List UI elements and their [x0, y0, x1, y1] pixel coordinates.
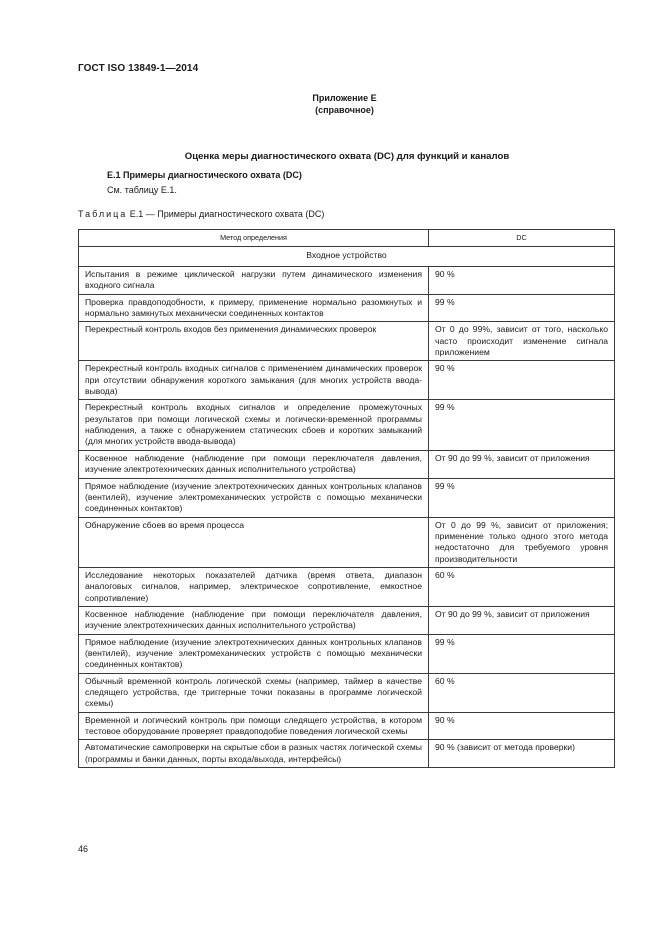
table-row: [79, 567, 615, 606]
dc-cell: 90 % (зависит от метода проверки): [429, 740, 615, 768]
table-caption-label: Таблица: [78, 209, 128, 219]
dc-cell: 99 %: [429, 634, 615, 673]
method-cell: Перекрестный контроль входных сигналов и определение промежуточных результатов при помощи логической схемы и логически-временной программы наблюдения, а также с обнаружением статических сбоев и коротких замыканий (для многих устройств ввода-вывода): [79, 400, 429, 450]
table-caption: [78, 209, 324, 221]
dc-cell: 60 %: [429, 673, 615, 712]
method-cell: Обнаружение сбоев во время процесса: [79, 517, 429, 567]
table-row: [79, 740, 615, 768]
table-row: [79, 673, 615, 712]
dc-cell: От 90 до 99 %, зависит от приложения: [429, 606, 615, 634]
method-cell: Косвенное наблюдение (наблюдение при помощи переключателя давления, изучение электротехнических данных исполнительного устройства): [79, 606, 429, 634]
appendix-heading: [0, 93, 661, 116]
appendix-subtitle: (справочное): [315, 104, 374, 115]
table-row: [79, 361, 615, 400]
table-row: [79, 517, 615, 567]
dc-cell: От 0 до 99%, зависит от того, насколько часто происходит изменение сигнала приложением: [429, 322, 615, 361]
method-cell: Проверка правдоподобности, к примеру, применение нормально разомкнутых и нормально замкнутых механически соединенных контактов: [79, 294, 429, 322]
method-cell: Временной и логический контроль при помощи следящего устройства, в котором тестовое оборудование проверяет правдоподобие поведения логической схемы: [79, 712, 429, 740]
method-cell: Прямое наблюдение (изучение электротехнических данных контрольных клапанов (вентилей), изучение электромеханических устройств с помощью механически соединенных контактов): [79, 478, 429, 517]
table-row: [79, 267, 615, 295]
method-cell: Прямое наблюдение (изучение электротехнических данных контрольных клапанов (вентилей), изучение электромеханических устройств с помощью механически соединенных контактов): [79, 634, 429, 673]
column-header-dc: DC: [429, 230, 615, 247]
method-cell: Перекрестный контроль входных сигналов с применением динамических проверок при отсутствии обнаружения короткого замыкания (для многих устройств ввода-вывода): [79, 361, 429, 400]
method-cell: Автоматические самопроверки на скрытые сбои в разных частях логической схемы (программы и банки данных, порты входа/выхода, интерфейсы): [79, 740, 429, 768]
dc-cell: 90 %: [429, 361, 615, 400]
method-cell: Обычный временной контроль логической схемы (например, таймер в качестве следящего устройства, где триггерные точки показаны в программе логической схемы): [79, 673, 429, 712]
subsection-text: См. таблицу Е.1.: [107, 185, 177, 195]
dc-cell: 60 %: [429, 567, 615, 606]
dc-cell: 99 %: [429, 294, 615, 322]
subsection-heading: Е.1 Примеры диагностического охвата (DC): [107, 170, 302, 180]
table-row: [79, 450, 615, 478]
dc-examples-table: [78, 229, 615, 768]
appendix-title: Приложение Е: [312, 93, 377, 103]
column-header-method: Метод определения: [79, 230, 429, 247]
table-header-row: [79, 230, 615, 247]
page-number: 46: [78, 844, 89, 854]
method-cell: Исследование некоторых показателей датчика (время ответа, диапазон аналоговых сигналов, например, электрическое сопротивление, емкостное сопротивление): [79, 567, 429, 606]
document-code: ГОСТ ISO 13849-1—2014: [78, 63, 199, 74]
dc-cell: 99 %: [429, 400, 615, 450]
main-title: Оценка меры диагностического охвата (DC) для функций и каналов: [184, 151, 510, 162]
dc-cell: 90 %: [429, 712, 615, 740]
dc-cell: От 0 до 99 %, зависит от приложения; применение только одного этого метода недостаточно для требуемого уровня производительности: [429, 517, 615, 567]
table-row: [79, 294, 615, 322]
method-cell: Косвенное наблюдение (наблюдение при помощи переключателя давления, изучение электротехнических данных исполнительного устройства): [79, 450, 429, 478]
table-row: [79, 712, 615, 740]
table-row: [79, 322, 615, 361]
method-cell: Перекрестный контроль входов без применения динамических проверок: [79, 322, 429, 361]
table-row: [79, 478, 615, 517]
table-row: [79, 400, 615, 450]
dc-cell: От 90 до 99 %, зависит от приложения: [429, 450, 615, 478]
dc-cell: 90 %: [429, 267, 615, 295]
dc-cell: 99 %: [429, 478, 615, 517]
table-section-row: [79, 247, 615, 267]
method-cell: Испытания в режиме циклической нагрузки путем динамического изменения входного сигнала: [79, 267, 429, 295]
section-label: Входное устройство: [79, 247, 615, 267]
table-row: [79, 606, 615, 634]
table-row: [79, 634, 615, 673]
table-caption-text: Е.1 — Примеры диагностического охвата (DC): [127, 209, 325, 219]
